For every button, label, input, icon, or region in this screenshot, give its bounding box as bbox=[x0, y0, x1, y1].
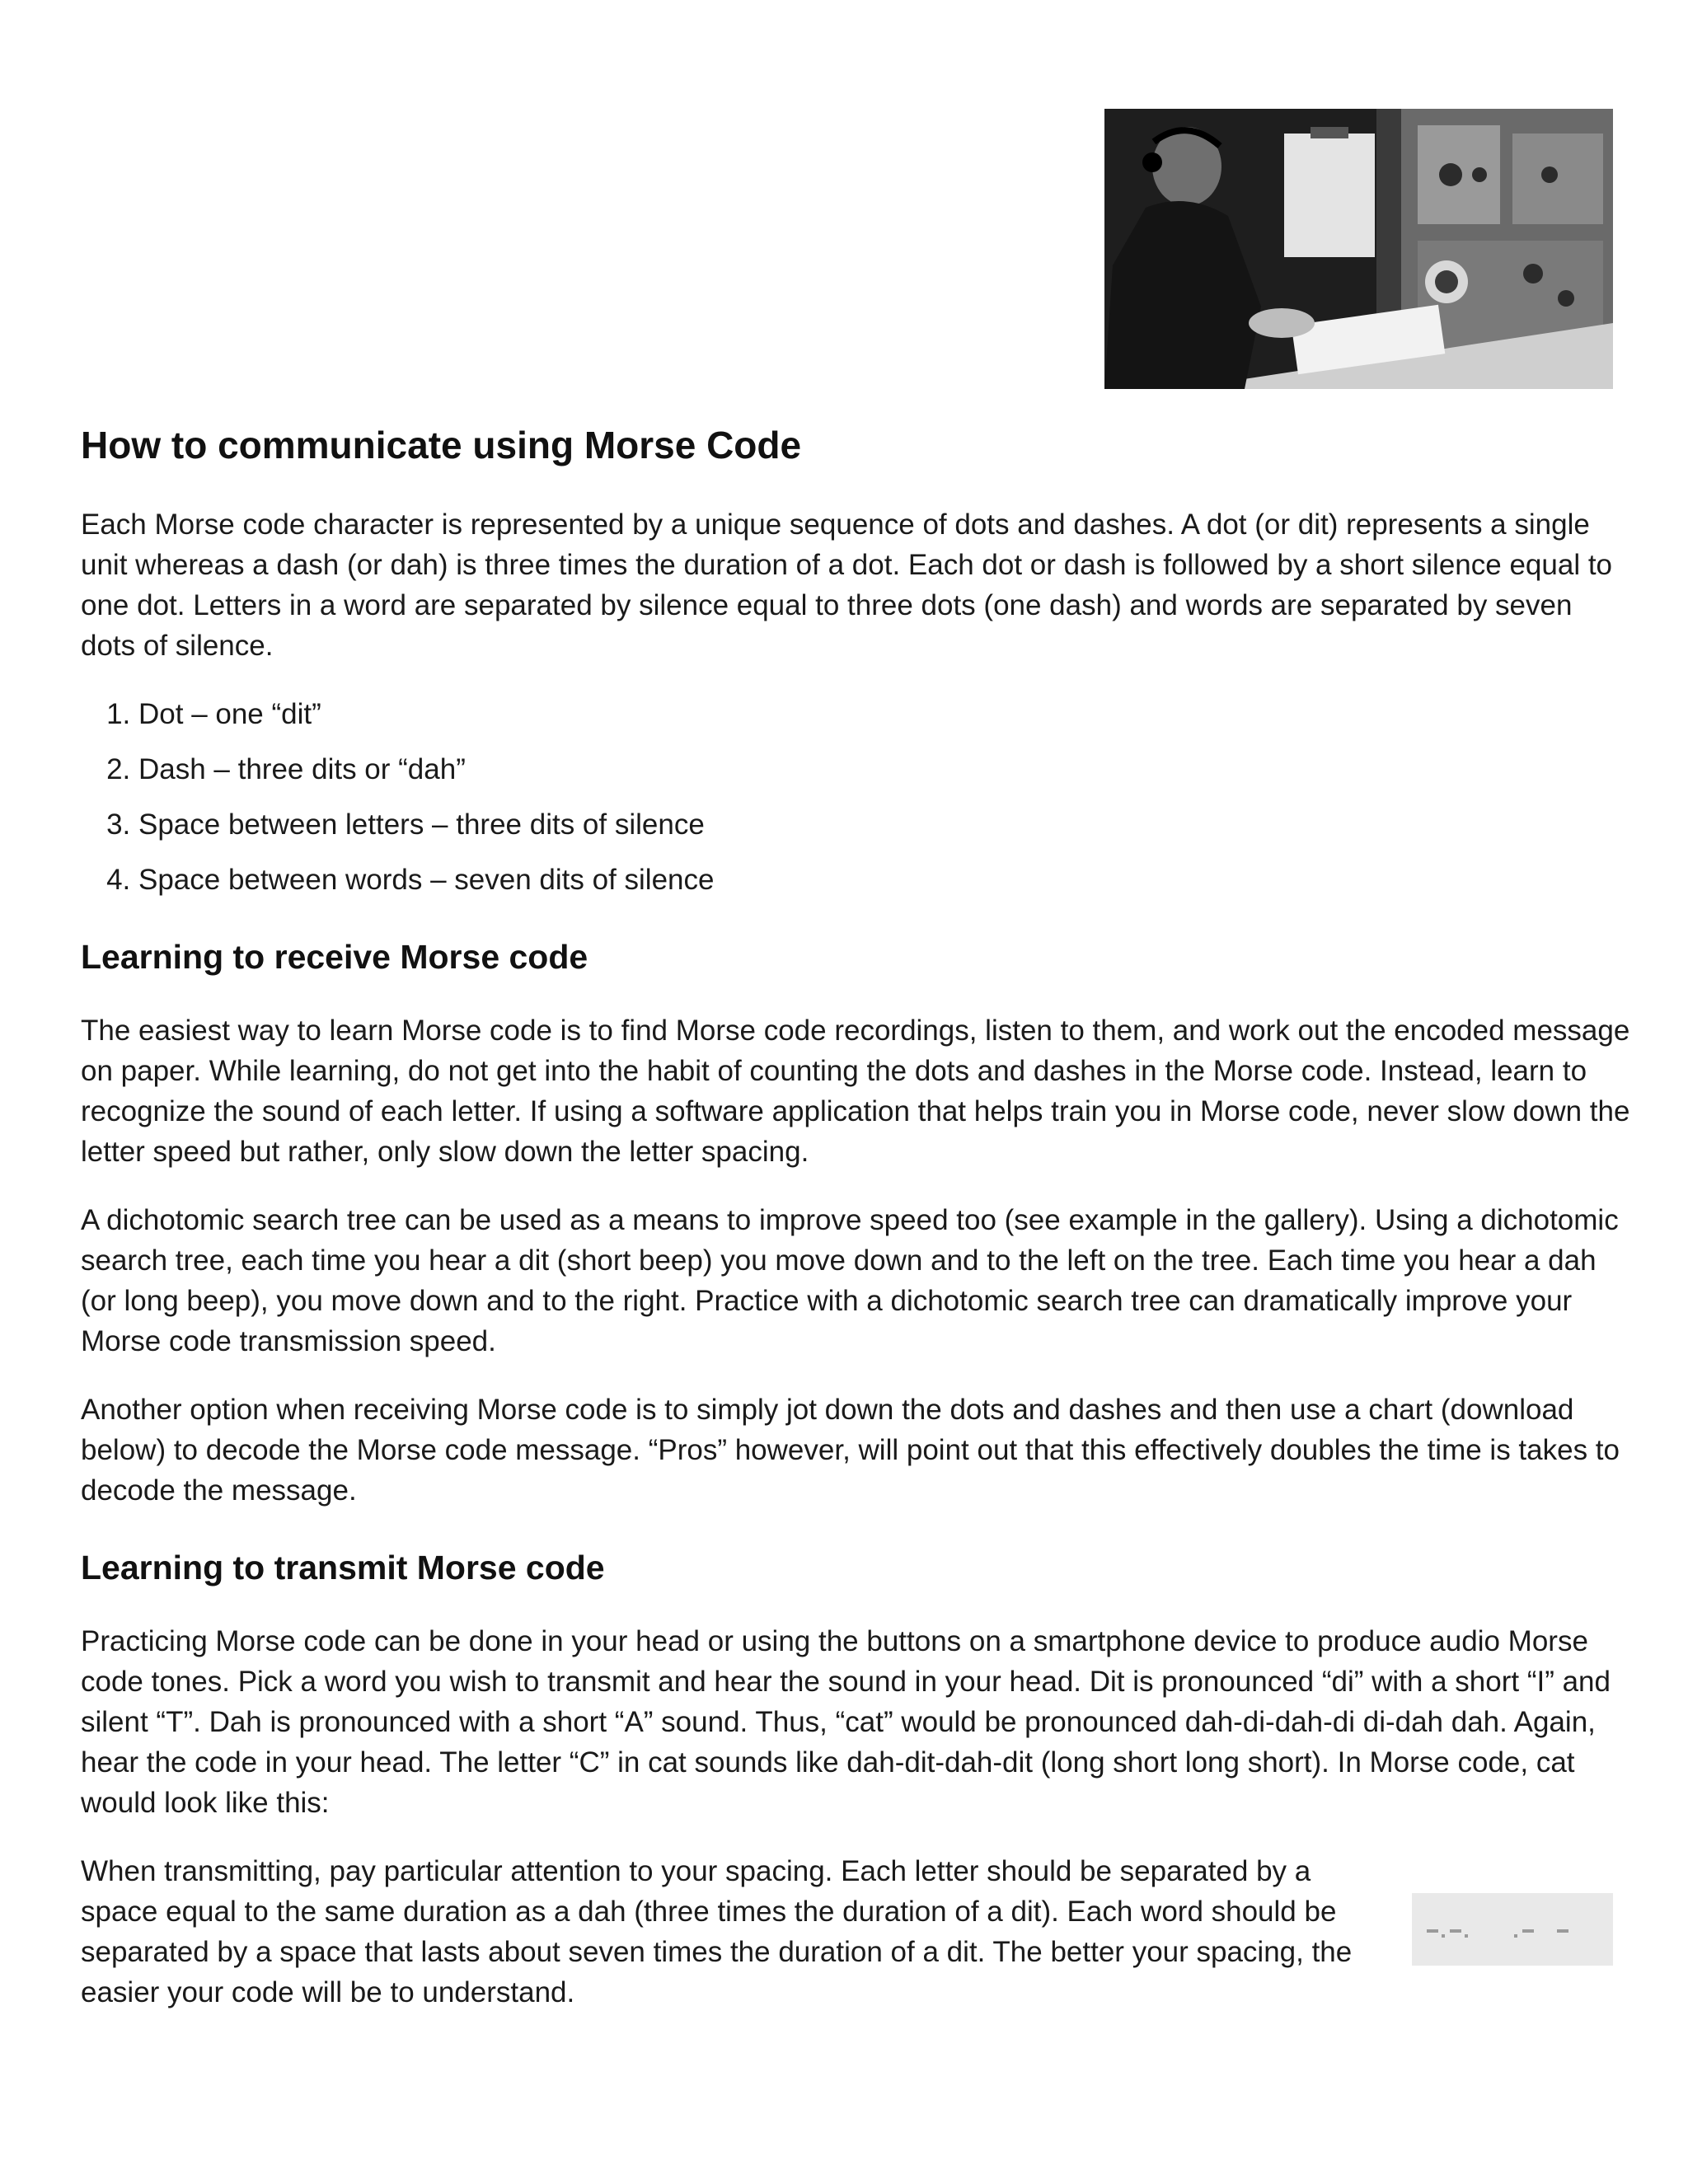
radio-operator-photo bbox=[1104, 109, 1613, 389]
receive-paragraph-1: The easiest way to learn Morse code is to find Morse code recordings, listen to them, and work out the encoded message on paper. While learning, do not get into the habit of counting the dots and dashes in the Morse code. Instead, learn to recognize the sound of each letter. If using a software application that helps train you in Morse code, never slow down the letter speed but rather, only slow down the letter spacing. bbox=[81, 1015, 1630, 1168]
page-title: How to communicate using Morse Code bbox=[81, 424, 802, 466]
list-item: 4. Space between words – seven dits of silence bbox=[138, 860, 1630, 900]
receive-paragraph-2: A dichotomic search tree can be used as a means to improve speed too (see example in the gallery). Using a dichotomic search tree, each time you hear a dit (short beep) you move down and to the left on the tree. Each time you hear a dah (or long beep), you move down and to the right. Practice with a dichotomic search tree can dramatically improve your Morse code transmission speed. bbox=[81, 1204, 1619, 1357]
list-item: 2. Dash – three dits or “dah” bbox=[138, 749, 1630, 790]
list-item: 3. Space between letters – three dits of silence bbox=[138, 804, 1630, 845]
intro-paragraph: Each Morse code character is represented by a unique sequence of dots and dashes. A dot (or dit) represents a single unit whereas a dash (or dah) is three times the duration of a dot. Each dot or dash is followed by a short silence equal to one dot. Letters in a word are separated by silence equal to three dots (one dash) and words are separated by seven dots of silence. bbox=[81, 509, 1613, 662]
transmit-paragraph-1: Practicing Morse code can be done in your head or using the buttons on a smartphone device to produce audio Morse code tones. Pick a word you wish to transmit and hear the sound in your head. Dit is pronounced “di” with a short “I” and silent “T”. Dah is pronounced with a short “A” sound. Thus, “cat” would be pronounced dah-di-dah-di di-dah dah. Again, hear the code in your head. The letter “C” in cat sounds like dah-dit-dah-dit (long short long short). In Morse code, cat would look like this: bbox=[81, 1625, 1611, 1819]
receive-paragraph-3: Another option when receiving Morse code is to simply jot down the dots and dashes and then use a chart (download below) to decode the Morse code message. “Pros” however, will point out that this effectively doubles the time is takes to decode the message. bbox=[81, 1394, 1620, 1507]
transmit-heading: Learning to transmit Morse code bbox=[81, 1549, 605, 1586]
receive-heading: Learning to receive Morse code bbox=[81, 938, 588, 976]
list-item: 1. Dot – one “dit” bbox=[138, 694, 1630, 734]
article-content bbox=[81, 414, 1630, 2041]
morse-code-cat-image bbox=[1412, 1893, 1613, 1966]
transmit-paragraph-2: When transmitting, pay particular attention to your spacing. Each letter should be separated by a space equal to the same duration as a dah (three times the duration of a dit). Each word should be separated by a space that lasts about seven times the duration of a dit. The better your spacing, the easier your code will be to understand. bbox=[81, 1855, 1353, 2008]
morse-elements-list bbox=[81, 694, 1630, 900]
